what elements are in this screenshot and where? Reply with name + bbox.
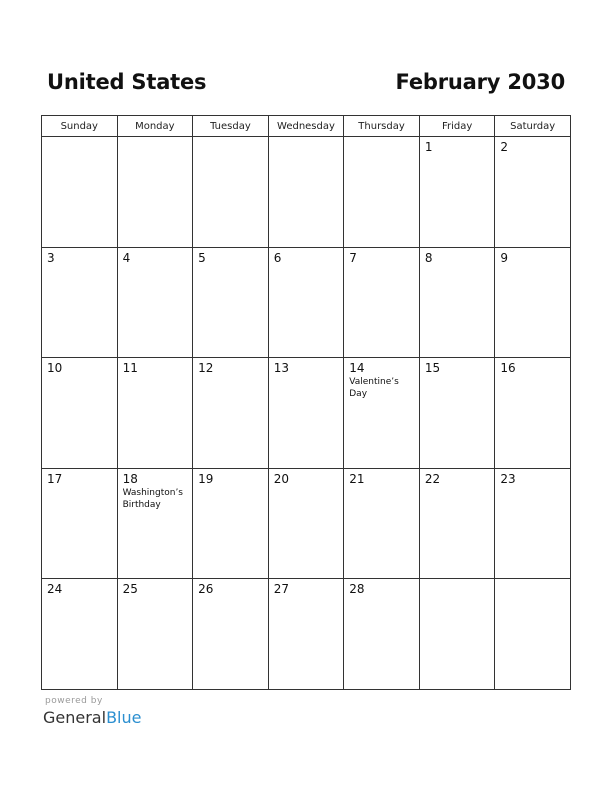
calendar-week-row xyxy=(42,137,571,248)
calendar-day-cell xyxy=(419,137,495,248)
calendar-week-row xyxy=(42,579,571,690)
calendar-day-cell xyxy=(344,247,420,358)
calendar-day-cell xyxy=(193,358,269,469)
day-number: 1 xyxy=(424,140,433,154)
calendar-day-cell xyxy=(42,358,118,469)
weekday-header-thursday: Thursday xyxy=(344,116,420,137)
calendar-day-cell xyxy=(344,137,420,248)
day-number: 6 xyxy=(273,250,282,265)
calendar-day-cell xyxy=(117,247,193,358)
calendar-day-cell xyxy=(495,579,571,690)
calendar-day-cell xyxy=(42,247,118,358)
day-number: 24 xyxy=(47,582,63,597)
day-number: 11 xyxy=(122,361,138,376)
day-number: 21 xyxy=(349,471,365,486)
weekday-header-monday: Monday xyxy=(117,116,193,137)
weekday-header-tuesday: Tuesday xyxy=(193,116,269,137)
day-number: 14 xyxy=(349,361,365,376)
calendar-day-cell xyxy=(419,358,495,469)
calendar-day-cell xyxy=(344,579,420,690)
calendar-week-row xyxy=(42,247,571,358)
weekday-header-sunday: Sunday xyxy=(42,116,118,137)
day-number: 22 xyxy=(424,471,441,486)
day-number: 12 xyxy=(198,361,214,376)
calendar-day-cell xyxy=(42,137,118,248)
day-number: 25 xyxy=(122,582,138,597)
calendar-day-cell xyxy=(193,468,269,579)
brand-blue: Blue xyxy=(106,708,142,727)
calendar-day-cell xyxy=(495,358,571,469)
calendar-day-cell xyxy=(117,358,193,469)
day-number: 10 xyxy=(47,361,63,376)
calendar-grid xyxy=(41,115,571,690)
weekday-header-row xyxy=(42,116,571,137)
weekday-header-saturday: Saturday xyxy=(495,116,571,137)
day-number: 28 xyxy=(349,582,365,597)
calendar-day-cell xyxy=(419,247,495,358)
day-number: 26 xyxy=(198,582,214,597)
calendar-day-cell xyxy=(419,468,495,579)
day-number: 9 xyxy=(500,250,509,265)
holiday-label: Valentine’s Day xyxy=(349,377,399,400)
calendar-day-cell xyxy=(42,468,118,579)
calendar-day-cell xyxy=(268,468,344,579)
calendar-day-cell xyxy=(268,137,344,248)
calendar-day-cell xyxy=(42,579,118,690)
calendar-week-row xyxy=(42,468,571,579)
calendar-week-row xyxy=(42,358,571,469)
day-number: 27 xyxy=(273,582,289,597)
day-number: 3 xyxy=(47,250,55,265)
calendar-day-cell xyxy=(268,579,344,690)
day-number: 2 xyxy=(500,140,509,154)
calendar-day-cell xyxy=(495,137,571,248)
day-number: 23 xyxy=(500,471,516,486)
generalblue-logo xyxy=(43,708,141,728)
footer-branding xyxy=(43,696,141,728)
country-title: United States xyxy=(47,70,207,94)
brand-general: General xyxy=(43,708,107,727)
day-number: 18 xyxy=(122,471,138,486)
calendar-day-cell xyxy=(193,137,269,248)
calendar-day-cell xyxy=(268,358,344,469)
calendar-day-cell xyxy=(193,579,269,690)
powered-by-text: powered by xyxy=(45,696,103,706)
day-number: 15 xyxy=(424,361,441,376)
calendar-day-cell xyxy=(117,137,193,248)
holiday-label: Washington’s Birthday xyxy=(122,487,184,510)
day-number: 16 xyxy=(500,361,516,376)
calendar-day-cell xyxy=(419,579,495,690)
day-number: 17 xyxy=(47,471,63,486)
weekday-header-wednesday: Wednesday xyxy=(268,116,344,137)
calendar-day-cell xyxy=(344,468,420,579)
day-number: 20 xyxy=(273,471,289,486)
calendar-day-cell xyxy=(344,358,420,469)
calendar-day-cell xyxy=(193,247,269,358)
calendar-body xyxy=(42,137,571,690)
calendar-day-cell xyxy=(495,468,571,579)
calendar-day-cell xyxy=(495,247,571,358)
calendar-day-cell xyxy=(117,579,193,690)
day-number: 5 xyxy=(198,250,206,265)
calendar-day-cell xyxy=(268,247,344,358)
month-title: February 2030 xyxy=(395,70,565,94)
calendar-day-cell xyxy=(117,468,193,579)
day-number: 8 xyxy=(424,250,433,265)
day-number: 19 xyxy=(198,471,214,486)
day-number: 7 xyxy=(349,250,357,265)
weekday-header-friday: Friday xyxy=(419,116,495,137)
day-number: 13 xyxy=(273,361,289,376)
day-number: 4 xyxy=(122,250,131,265)
